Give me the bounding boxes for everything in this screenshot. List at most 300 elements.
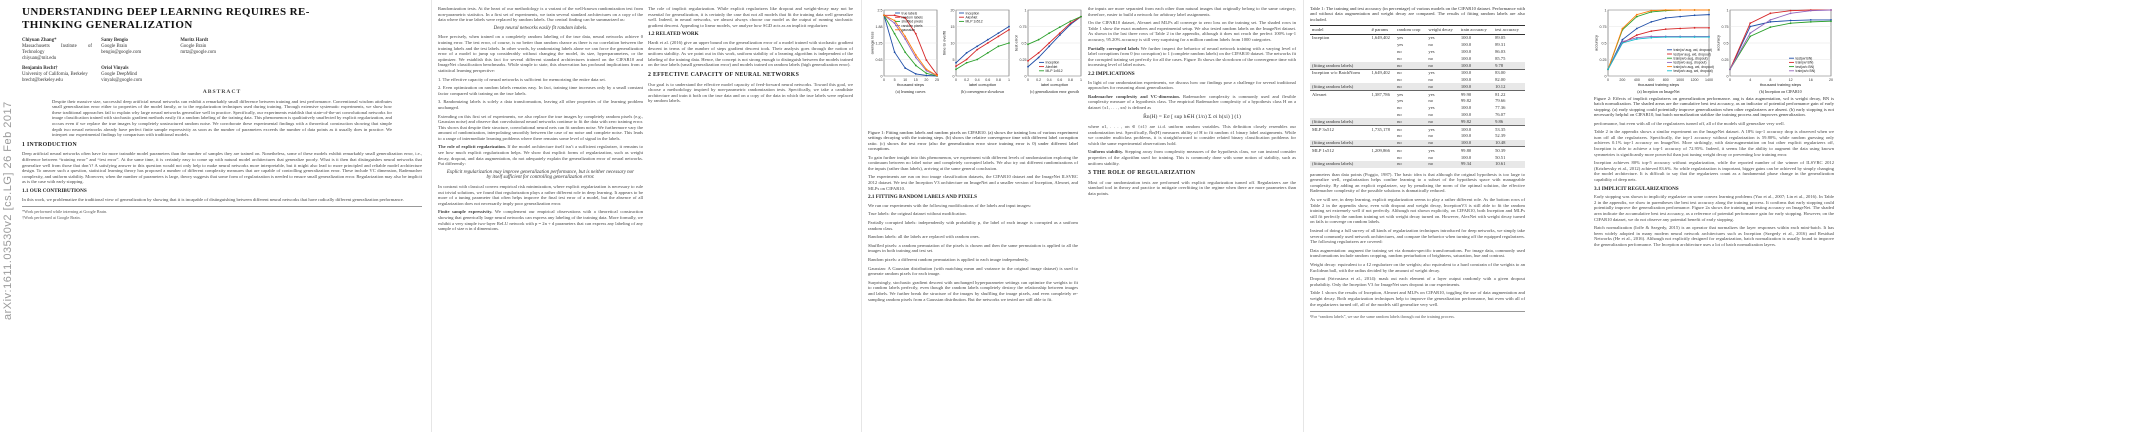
table-1: [1310, 25, 1525, 167]
x-tick-label: 0: [1027, 78, 1029, 82]
uniform-stability-heading: Uniform stability.: [1088, 149, 1124, 155]
page-4: [1304, 0, 2136, 432]
table-cell: 85.75: [1495, 55, 1506, 61]
data-point: [926, 59, 928, 61]
author-2: Samy Bengio Google Brain bengio@google.com: [101, 38, 142, 55]
data-point: [1650, 37, 1652, 39]
data-point: [915, 65, 917, 67]
title-line-1: UNDERSTANDING DEEP LEARNING REQUIRES RE-: [22, 6, 310, 18]
y-axis-label: test error: [1013, 34, 1019, 52]
data-point: [1008, 26, 1010, 28]
legend-label: train(w/ aug, wd, dropout): [1673, 48, 1712, 53]
y-axis-label: accuracy: [1593, 34, 1599, 52]
data-point: [1708, 9, 1710, 11]
y-tick-label: 1: [1024, 8, 1027, 13]
section-regularization: 3 THE ROLE OF REGULARIZATION: [1088, 170, 1196, 177]
data-point: [894, 33, 896, 35]
x-tick-label: 1000: [1676, 78, 1685, 82]
table-1-caption: Table 1: The training and test accuracy (in percentage) of various models on the CIFAR10 dataset. Performance with and without data augmentation and weight decay are compared. The results of fitting random labels are also included.: [1310, 6, 1525, 22]
page-3-left-column: [868, 130, 1078, 305]
equation-1: R̂n(H) = Eσ [ sup h∈H (1/n) Σ σi h(xi) ] (1): [1143, 113, 1241, 120]
x-tick-label: 0: [955, 78, 957, 82]
legend-label: train(w/o BN): [1795, 69, 1816, 74]
table-cell: [1310, 133, 1369, 140]
table-cell: yes: [1397, 98, 1404, 104]
data-point: [1027, 43, 1029, 45]
data-point: [1038, 57, 1040, 59]
table-cell: no: [1397, 77, 1402, 83]
p3-text-4: Surprisingly, stochastic gradient descent with unchanged hyperparameter settings can optimize the weights to fit to random labels perfectly, even though the random labels completely destroy the relationship between images and labels. We further break the structure of the images by shuffling the image pixels, and even completely re-sampling random pixels from a Gaussian distribution. But the networks we tested are still able to fit.: [868, 279, 1078, 302]
abstract-text: Despite their massive size, successful deep artificial neural networks can exhibit a remarkably small difference between training and test performance. Conventional wisdom attributes small generalization error either to properties of the model family, or to the regularization techniques used during training. Through extensive systematic experiments, we show how these traditional approaches fail to explain why large neural networks generalize well in practice. Specifically, our experiments establish that state-of-the-art convolutional networks for image classification trained with stochastic gradient methods easily fit a random labeling of the training data. This phenomenon is qualitatively unaffected by explicit regularization, and occurs even if we replace the true images by completely unstructured random noise. We corroborate these experimental findings with a theoretical construction showing that simple depth two neural networks already have perfect finite sample expressivity as soon as the number of parameters exceeds the number of data points as it usually does in practice. We interpret our experimental findings by comparison with traditional models.: [52, 98, 392, 138]
table-cell: no: [1428, 133, 1433, 139]
table-cell: 100.0: [1459, 125, 1493, 132]
table-cell: yes: [1426, 69, 1458, 76]
bullet-weight-decay: Weight decay: equivalent to a ℓ2 regularizer on the weights; also equivalent to a hard constrain of the weights to an Euclidean ball, with the radius decided by the amount of weight decay.: [1310, 261, 1525, 273]
data-point: [1636, 16, 1638, 18]
data-point: [1070, 20, 1072, 22]
legend-label: test(w/o aug, dropout): [1673, 60, 1707, 65]
page-4-left-column: [1310, 6, 1525, 320]
table-cell: [1369, 161, 1395, 168]
table-cell: [1310, 48, 1369, 55]
y-tick-label: 0.75: [1599, 25, 1607, 29]
table-cell: 100.0: [1460, 62, 1472, 68]
section-introduction: 1 INTRODUCTION: [22, 141, 77, 148]
chart-title: (a) Inception on ImageNet: [1637, 89, 1680, 94]
implication-1: 1. The effective capacity of neural networks is sufficient for memorizing the entire data set.: [438, 76, 606, 82]
table-cell: 100.0: [1460, 35, 1472, 41]
page-2: [432, 0, 860, 432]
table-cell: Alexnet: [1310, 91, 1369, 98]
table-row: [1310, 91, 1525, 98]
table-cell: yes: [1426, 147, 1458, 154]
page-1: [0, 0, 430, 432]
legend-label: shuffled pixels: [901, 19, 923, 24]
x-tick-label: 0.4: [974, 78, 980, 82]
data-point: [904, 51, 906, 53]
p4-text-4: Table 1 shows the results of Inception, Alexnet and MLPs on CIFAR10, toggling the use of data augmentation and weight decay. Both regularization techniques help to improve the generalization performance, but even with all of the regularizers turned off, all of the models still generalize very well.: [1310, 290, 1525, 307]
p3-text-1: To gain further insight into this phenomenon, we experiment with different levels of randomization exploring the continuum between no label noise and completely corrupted labels. We also try out different randomizations of the inputs (rather than labels), arriving at the same general conclusion.: [868, 154, 1078, 171]
x-tick-label: 15: [913, 78, 918, 82]
data-point: [1622, 28, 1624, 30]
data-point: [1679, 16, 1681, 18]
table-cell: [1369, 55, 1395, 62]
table-cell: yes: [1426, 125, 1458, 132]
table-cell: no: [1397, 118, 1402, 124]
table-cell: 53.35: [1493, 125, 1525, 132]
table-cell: [1369, 83, 1395, 90]
table-cell: 99.34: [1460, 161, 1472, 167]
table-cell: 9.86: [1495, 118, 1504, 124]
table-cell: 100.0: [1460, 55, 1472, 61]
data-point: [966, 59, 968, 61]
data-point: [1650, 10, 1652, 12]
arxiv-stamp: [2, 101, 16, 320]
table-row: [1310, 48, 1525, 55]
table-cell: no: [1397, 62, 1402, 68]
data-point: [926, 69, 928, 71]
col-weight-decay: weight decay: [1426, 26, 1458, 35]
x-tick-label: 0.8: [1067, 78, 1073, 82]
data-point: [1770, 19, 1772, 21]
table-cell: no: [1395, 147, 1426, 154]
table-cell: (fitting random labels): [1312, 118, 1354, 124]
table-cell: no: [1397, 105, 1402, 111]
figure-2-caption: Figure 2: Effects of implicit regularizers on generalization performance. aug is data augmentation, wd is weight decay, BN is batch normalization. The shaded areas are the cumulative best test accuracy, as an indicator of potential performance gain of early stopping. (a) early stopping could potentially improve generalization when other regularizers are absent. (b) early stopping is not necessarily helpful on CIFAR10, but batch normalization stablize the training process and improves generalization.: [1594, 96, 1834, 118]
figure-1-caption: Figure 1: Fitting random labels and random pixels on CIFAR10. (a) shows the training loss of various experiment settings decaying with the training steps. (b) shows the relative convergence time with different label corruption ratio. (c) shows the test error (also the generalization error since training error is 0) under different label corruptions.: [868, 130, 1078, 152]
table-row: [1310, 69, 1525, 76]
data-point: [1790, 22, 1792, 24]
table-cell: 10.48: [1495, 140, 1506, 146]
random-pixels-text: Extending on this first set of experiments, we also replace the true images by completely random pixels (e.g., Gaussian noise) and observe that convolutional neural networks continue to fit the data with zero training error. This shows that despite their structure, convolutional neural nets can fit random noise. We furthermore vary the amount of randomization, interpolating smoothly between the case of no noise and complete noise. This leads to a range of intermediate learning problems where there remains some level of signal in the labels.: [438, 113, 643, 141]
table-cell: 10.12: [1495, 83, 1506, 89]
table-cell: yes: [1428, 105, 1435, 111]
table-cell: 1,735,178: [1369, 125, 1395, 132]
x-tick-label: 0: [883, 78, 885, 82]
y-tick-label: 15: [950, 25, 955, 29]
table-cell: 76.07: [1495, 112, 1506, 117]
table-row: [1310, 77, 1525, 84]
page-3-right-column: [1088, 6, 1296, 200]
y-tick-label: 0.5: [1723, 41, 1729, 46]
table-cell: 50.51: [1495, 154, 1506, 160]
chart-title: (c) generalization error growth: [1029, 89, 1080, 94]
table-row: [1310, 42, 1525, 49]
footnote-2: †Work performed at Google Brain.: [22, 214, 81, 220]
table-cell: [1310, 111, 1369, 118]
table-cell: Inception w/o BatchNorm: [1310, 69, 1369, 76]
rademacher-heading: Rademacher complexity and VC-dimension.: [1088, 93, 1180, 99]
p4-text-1: parameters than data points (Poggio, 1987). The basic idea is that although the original hypothesis is too large to generalize well, regularization helps confine learning to a subset of the hypothesis space with manageable complexity. By adding an explicit regularizer, say by penalizing the norm of the optimal solution, the effective Rademacher complexity of the possible solutions is dramatically reduced.: [1310, 171, 1525, 194]
table-cell: 100.0: [1459, 69, 1493, 76]
page-1-column: [22, 6, 422, 220]
table-cell: 100.0: [1460, 140, 1472, 146]
y-tick-label: 0: [952, 74, 955, 79]
table-cell: [1369, 77, 1395, 84]
data-point: [894, 51, 896, 53]
table-cell: no: [1397, 140, 1402, 146]
table-cell: 99.82: [1460, 118, 1472, 124]
legend-label: true labels: [901, 11, 918, 16]
table-cell: [1369, 111, 1395, 118]
paper-title: [22, 6, 422, 32]
data-point: [894, 14, 896, 16]
page-2-right-column: [648, 6, 853, 107]
chart-title: (b) convergence slowdown: [960, 89, 1005, 94]
data-point: [966, 62, 968, 64]
data-point: [936, 75, 938, 77]
chart-title: (b) Inception on CIFAR10: [1759, 89, 1802, 94]
y-axis-label: accuracy: [1715, 34, 1721, 52]
data-point: [1770, 12, 1772, 14]
x-tick-label: 1: [1080, 78, 1082, 82]
table-cell: 100.0: [1460, 154, 1472, 160]
figure-2b: [1716, 6, 1834, 94]
table-cell: [1369, 62, 1395, 69]
data-point: [998, 36, 1000, 38]
y-tick-label: 0.63: [875, 58, 883, 62]
data-point: [1665, 28, 1667, 30]
table-cell: [1310, 154, 1369, 161]
implication-3: 3. Randomizing labels is solely a data transformation, leaving all other properties of the learning problem unchanged.: [438, 99, 643, 110]
data-point: [904, 67, 906, 69]
data-point: [1830, 9, 1832, 11]
table-cell: 52.39: [1495, 133, 1506, 139]
y-tick-label: 0: [1604, 74, 1607, 79]
table-row: [1310, 140, 1525, 147]
p4-text-2: As we will see, in deep learning, explicit regularization seems to play a rather different role. As the bottom rows of Table 2 in the appendix show, even with dropout and weight decay, InceptionV3 is still able to fit the random training set extremely well if not perfectly. Although not shown explicitly, on CIFAR10, both Inception and MLPs still fit perfectly the random training set with weight decay turned on. However, AlexNet with weight decay turned on fails to converge on random labels.: [1310, 197, 1525, 225]
table-row: [1310, 118, 1525, 125]
data-point: [1048, 42, 1050, 44]
subsection-implications: 2.2 IMPLICATIONS: [1088, 70, 1135, 77]
x-tick-label: 600: [1648, 78, 1655, 82]
legend-label: test(w/o BN): [1795, 64, 1815, 69]
x-tick-label: 20: [924, 78, 929, 82]
table-cell: MLP 1x512: [1310, 147, 1369, 154]
partial-corruption-para: [1088, 46, 1296, 68]
table-cell: no: [1397, 133, 1402, 139]
p4-text-3: Instead of doing a full survey of all kinds of regularization techniques introduced for deep networks, we simply take several commonly used network architectures, and compare the behavior when turning off the equipped regularizers. The following regularizers are covered:: [1310, 228, 1525, 245]
randomization-tests-text: Randomization tests. At the heart of our methodology is a variant of the well-known randomization test from non-parametric statistics. In a first set of experiments, we train several standard architectures on a copy of the data where the true labels were replaced by random labels. Our central finding can be summarized as:: [438, 6, 643, 23]
data-point: [1694, 14, 1696, 16]
x-tick-label: 4: [1749, 78, 1752, 82]
y-tick-label: 1: [1726, 8, 1729, 13]
data-point: [1694, 9, 1696, 11]
data-point: [1665, 17, 1667, 19]
contributions-text: In this work, we problematize the traditional view of generalization by showing that it is incapable of distinguishing between different neural networks that have radically different generalization performance.: [22, 196, 404, 202]
table-cell: [1310, 55, 1369, 62]
author-5: Oriol Vinyals Google DeepMind vinyals@google.com: [101, 66, 142, 83]
data-point: [1650, 30, 1652, 32]
random-labels-discussion: More precisely, when trained on a completely random labeling of the true data, neural networks achieve 0 training error. The test error, of course, is no better than random chance as there is no correlation between the training labels and the test labels. In other words, by randomizing labels alone we can force the generalization error of a model to jump up considerably without changing the model, its size, hyperparameters, or the optimizer. We establish this fact for several different standard architectures trained on the CIFAR10 and ImageNet classification benchmarks. While simple to state, this observation has profound implications from a statistical learning perspective:: [438, 34, 643, 73]
y-tick-label: 1.88: [875, 25, 883, 29]
author-block: [22, 38, 422, 84]
data-point: [987, 39, 989, 41]
table-row: [1310, 98, 1525, 105]
y-tick-label: 0: [1024, 74, 1027, 79]
y-axis-label: time to overfit: [941, 30, 947, 56]
table-cell: no: [1397, 55, 1402, 61]
bullet-shuffled-pixels: Shuffled pixels: a random permutation of the pixels is chosen and then the same permutation is applied to all the images in both training and test set.: [868, 242, 1078, 254]
table-cell: no: [1397, 112, 1402, 117]
table-cell: 82.00: [1495, 77, 1506, 83]
table-cell: [1369, 154, 1395, 161]
data-point: [904, 36, 906, 38]
partial-corruption-heading: Partially corrupted labels: [1088, 45, 1140, 51]
data-point: [998, 45, 1000, 47]
data-point: [1070, 22, 1072, 24]
data-point: [1790, 10, 1792, 12]
data-point: [1059, 26, 1061, 28]
x-tick-label: 16: [1808, 78, 1813, 82]
explicit-regularization-text: If the model architecture itself isn’t a sufficient regularizer, it remains to see how much explicit regularization helps. We show that explicit forms of regularization, such as weight decay, dropout, and data augmentation, do not adequately explain the generalization error of neural networks. Put differently:: [438, 144, 644, 167]
table-cell: 100.0: [1460, 48, 1472, 54]
table-cell: (fitting random labels): [1312, 140, 1354, 146]
legend-label: MLP 1x512: [1045, 69, 1063, 74]
subsection-related-work: 1.2 RELATED WORK: [648, 31, 699, 38]
x-tick-label: 0.6: [985, 78, 991, 82]
explicit-regularization-heading: The role of explicit regularization.: [438, 144, 506, 150]
table-cell: [1369, 98, 1395, 105]
bullet-true-labels: True labels: the original dataset without modification.: [868, 211, 967, 217]
p4-footnote: ¹For “random labels”, we use the same random labels through out the training process.: [1310, 311, 1525, 320]
table-cell: 79.66: [1495, 98, 1506, 104]
arxiv-id: arXiv:1611.03530v2 [cs.LG] 26 Feb 2017: [2, 101, 14, 320]
table-cell: 100.0: [1460, 112, 1472, 117]
y-tick-label: 0: [1726, 74, 1729, 79]
table-cell: [1310, 42, 1369, 49]
data-point: [1048, 32, 1050, 34]
finding-random-labels: Deep neural networks easily fit random labels.: [493, 25, 588, 31]
rademacher-para: [1088, 94, 1296, 111]
data-point: [966, 52, 968, 54]
legend-label: AlexNet: [965, 15, 978, 20]
table-row: [1310, 154, 1525, 161]
table-cell: [1369, 48, 1395, 55]
x-tick-label: 1200: [1690, 78, 1699, 82]
y-tick-label: 0.75: [1721, 25, 1729, 29]
page-3: [862, 0, 1302, 432]
table-row: [1310, 133, 1525, 140]
table-cell: no: [1428, 83, 1433, 89]
p4-text-9: Batch normalization (Ioffe & Szegedy, 2015) is an operator that normalizes the layer responses within each mini-batch. It has been widely adopted in many modern neural network architectures such as Inception (Szegedy et al., 2016) and Residual Networks (He et al., 2016). Although not explicitly designed for regularization, batch normalization is usually found to improve the generalization performance. The Inception architecture uses a lot of batch normalization layers.: [1594, 225, 1834, 247]
data-point: [1650, 21, 1652, 23]
x-tick-label: 800: [1662, 78, 1669, 82]
y-tick-label: 1: [1604, 8, 1607, 13]
data-point: [1038, 52, 1040, 54]
table-row: [1310, 111, 1525, 118]
data-point: [904, 38, 906, 40]
footnote-1: *Work performed while interning at Google Brain.: [22, 209, 108, 215]
implicit-regularization-text: The role of implicit regularization. While explicit regularizers like dropout and weight-decay may not be essential for generalization, it is certainly the case that not all models that fit the training data well generalize well. Indeed, in neural networks, we almost always choose our model as the output of running stochastic gradient descent. Appealing to linear models, we analyze how SGD acts as an implicit regularizer.: [648, 6, 853, 28]
rademacher-text-2: where σ1, . . . , σn ∈ {±1} are i.i.d. uniform random variables. This definition closely resembles our randomization test. Specifically, R̂n(H) measures ability of H to fit random ±1 binary label assignments. While we consider multiclass problems, it is straightforward to consider related binary classification problems for which the same experimental observations hold.: [1088, 124, 1296, 146]
data-point: [926, 75, 928, 77]
abstract-heading: ABSTRACT: [202, 89, 242, 95]
partial-corruption-text: We further inspect the behavior of neural network training with a varying level of label corruptions from 0 (no corruption) to 1 (complete random labels) on the CIFAR10 dataset. The networks fit the corrupted training set perfectly for all the cases. Figure 1b shows the slowdown of the convergence time with increasing level of label noises.: [1088, 45, 1296, 68]
data-point: [1665, 9, 1667, 11]
table-row: [1310, 125, 1525, 132]
table-cell: [1310, 77, 1369, 84]
col-test-acc: test accuracy: [1493, 26, 1525, 35]
data-point: [1694, 27, 1696, 29]
table-cell: 100.0: [1460, 42, 1472, 48]
intro-text: Deep artificial neural networks often have far more trainable model parameters than the number of samples they are trained on. Nonetheless, some of these models exhibit remarkably small generalization error, i.e., difference between “training error” and “test error”. At the same time, it is certainly easy to come up with natural model architectures that generalize poorly. What is it then that distinguishes neural networks that generalize well from those that don’t? A satisfying answer to this question would not only help to make neural networks more interpretable, but it might also lead to more principled and reliable model architecture design. To answer such a question, statistical learning theory has proposed a number of different complexity measures that are capable of controlling generalization error. These include VC dimension, Rademacher complexity, and uniform stability. Moreover, when the number of parameters is large, theory suggests that some form of regularization is needed to ensure small generalization error. Regularization may also be implicit as is the case with early stopping.: [22, 151, 422, 185]
bullet-partial-labels: Partially corrupted labels: independently with probability p, the label of each image is corrupted as a uniform random class.: [868, 219, 1078, 231]
page-2-left-column: [438, 6, 643, 235]
table-cell: 100.0: [1460, 83, 1472, 89]
legend-label: Inception: [965, 11, 980, 16]
y-tick-label: 20: [950, 8, 955, 13]
x-tick-label: 5: [893, 78, 896, 82]
data-point: [955, 69, 957, 71]
data-point: [1008, 29, 1010, 31]
legend-label: Inception: [1045, 60, 1060, 65]
table-cell: no: [1397, 83, 1402, 89]
table-cell: 99.80: [1459, 147, 1493, 154]
bullet-random-pixels: Random pixels: a different random permutation is applied to each image independently.: [868, 256, 1030, 262]
table-cell: [1369, 118, 1395, 125]
legend-label: train(w/o aug, dropout): [1673, 56, 1708, 61]
table-cell: [1369, 140, 1395, 147]
table-cell: yes: [1397, 42, 1404, 48]
table-cell: 83.00: [1493, 69, 1525, 76]
p4-text-7: Inception achieves 80% top-5 accuracy without regularization, while the reported number of the winner of ILSVRC 2012 (Krizhevsky et al., 2012) achieved 83.6%. So while regularization is important, bigger gains can be achieved by simply changing the model architecture. It is difficult to say that the regularizers count as a fundamental phase change in the generalization capability of deep nets.: [1594, 160, 1834, 182]
table-row: [1310, 83, 1525, 90]
data-point: [998, 32, 1000, 34]
data-point: [915, 73, 917, 75]
table-cell: (fitting random labels): [1312, 62, 1354, 68]
x-tick-label: 0.4: [1046, 78, 1052, 82]
table-row: [1310, 62, 1525, 69]
x-axis-label: thousand steps: [896, 82, 925, 87]
data-point: [976, 59, 978, 61]
table-cell: 100.0: [1460, 77, 1472, 83]
table-cell: 89.31: [1495, 42, 1506, 48]
legend-label: random pixels: [901, 23, 923, 28]
data-point: [976, 49, 978, 51]
data-point: [1080, 16, 1082, 18]
data-point: [1048, 45, 1050, 47]
x-tick-label: 1: [1008, 78, 1010, 82]
x-tick-label: 12: [1788, 78, 1793, 82]
x-tick-label: 8: [1769, 78, 1772, 82]
bullet-data-augmentation: Data augmentation: augment the training set via domain-specific transformations. For image data, commonly used transformations include random cropping, random perturbation of brightness, saturation, hue and contrast.: [1310, 247, 1525, 259]
data-point: [955, 62, 957, 64]
table-cell: 86.03: [1495, 48, 1506, 54]
table-cell: no: [1428, 42, 1433, 48]
legend-label: MLP 1x512: [965, 19, 983, 24]
data-point: [1679, 28, 1681, 30]
table-cell: no: [1428, 62, 1433, 68]
y-tick-label: 0.75: [1019, 25, 1027, 29]
legend-label: AlexNet: [1045, 64, 1058, 69]
col-params: # params: [1369, 26, 1395, 35]
data-point: [1810, 21, 1812, 23]
y-tick-label: 0: [880, 74, 883, 79]
x-tick-label: 0.2: [1036, 78, 1042, 82]
p3-col2-text-b: On the CIFAR10 dataset, Alexnet and MLPs all converge to zero loss on the training set. The shaded rows in Table 1 show the exact numbers and experimental setup. We also tested random labels on the ImageNet dataset. As shown in the last three rows of Table 2 in the appendix, although it does not reach the perfect 100% top-1 accuracy, 95.20% accuracy is still very surprising for a million random labels from 1000 categories.: [1088, 20, 1296, 42]
implication-2: 2. Even optimization on random labels remains easy. In fact, training time increases only by a small constant factor compared with training on the true labels.: [438, 85, 643, 96]
legend-label: train(w/o aug, wd, dropout): [1673, 64, 1714, 69]
subsection-contributions: 1.1 OUR CONTRIBUTIONS: [22, 187, 87, 194]
finite-sample-para: [438, 209, 643, 231]
col-model: model: [1310, 26, 1369, 35]
y-tick-label: 0.25: [1721, 58, 1729, 62]
table-cell: 9.78: [1495, 62, 1504, 68]
table-cell: no: [1428, 118, 1433, 124]
table-cell: MLP 3x512: [1310, 125, 1369, 132]
page-4-right-column: [1594, 96, 1834, 251]
figure-1b: [942, 6, 1012, 94]
data-point: [1790, 20, 1792, 22]
p4-text-6: Table 2 in the appendix shows a similar experiment on the ImageNet dataset. A 18% top-1 accuracy drop is observed when we turn off all the regularizers. Specifically, the top-1 accuracy without regularization is 59.80%, while random guessing only achieves 0.1% top-1 accuracy on ImageNet. More strikingly, with data-augmentation on but other explicit regularizers off, Inception is able to achieve a top-1 accuracy of 72.95%. Indeed, it seems like the ability to augment the data using known symmetries is significantly more powerful than just tuning weight decay or preventing low training error.: [1594, 129, 1834, 157]
table-cell: no: [1428, 154, 1433, 160]
subsection-implicit-regularizations: 3.1 IMPLICIT REGULARIZATIONS: [1594, 185, 1679, 192]
data-point: [1636, 28, 1638, 30]
y-tick-label: 10: [950, 41, 955, 46]
x-tick-label: 10: [903, 78, 908, 82]
table-header-row: [1310, 26, 1525, 35]
table-row: [1310, 147, 1525, 154]
data-point: [1027, 60, 1029, 62]
table-cell: 50.39: [1493, 147, 1525, 154]
table-cell: no: [1428, 161, 1433, 167]
data-point: [1059, 34, 1061, 36]
table-cell: yes: [1428, 35, 1435, 41]
table-cell: 100.0: [1460, 133, 1472, 139]
data-point: [1622, 42, 1624, 44]
table-cell: (fitting random labels): [1312, 83, 1354, 89]
